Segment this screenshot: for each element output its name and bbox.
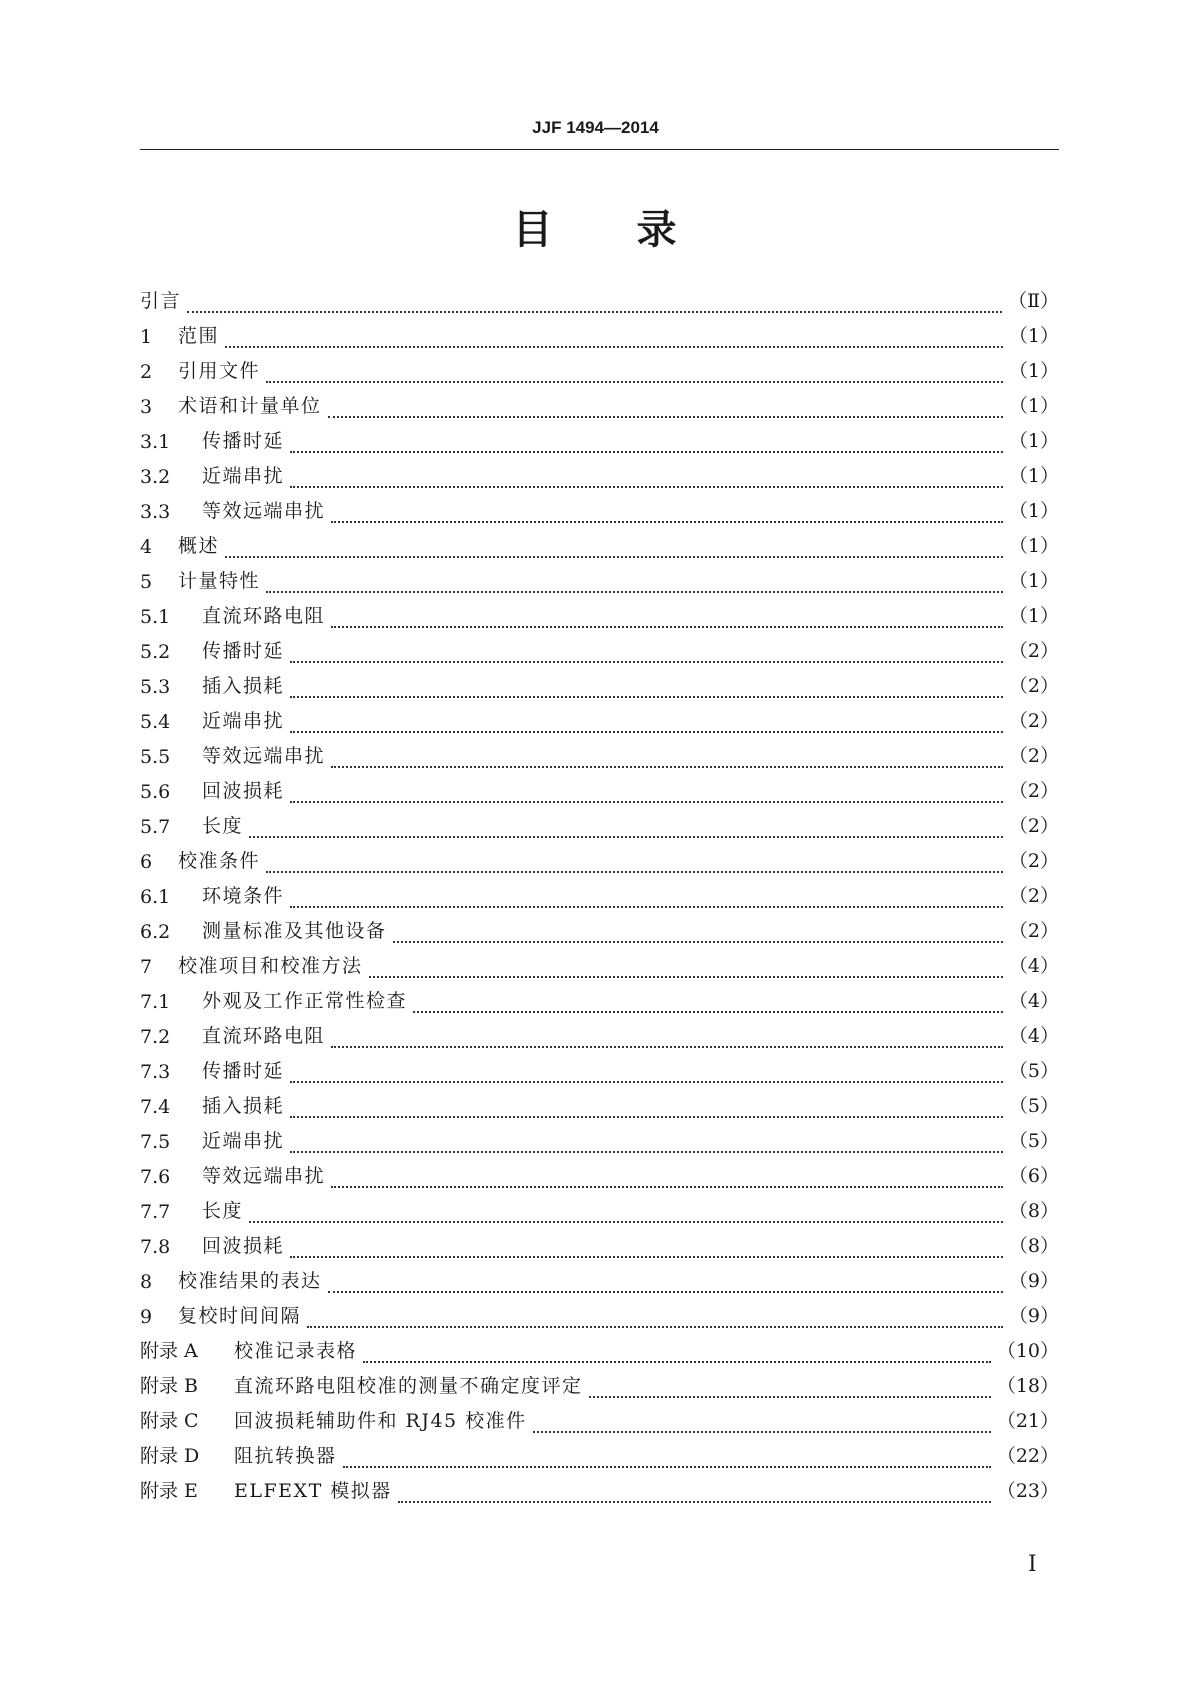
dot-leader: [533, 1424, 991, 1433]
toc-entry[interactable]: [140, 943, 1059, 978]
toc-entry-label: 等效远端串扰: [202, 745, 326, 767]
toc-entry-page: （1）: [1008, 500, 1059, 522]
dot-leader: [266, 584, 1003, 593]
toc-entry-page: （6）: [1008, 1165, 1059, 1187]
toc-entry[interactable]: [140, 873, 1059, 908]
toc-entry-page: （21）: [996, 1410, 1059, 1432]
toc-entry-number: 7: [140, 956, 153, 978]
toc-entry-page: （22）: [996, 1445, 1059, 1467]
toc-entry-page: （2）: [1008, 675, 1059, 697]
dot-leader: [225, 549, 1003, 558]
toc-entry[interactable]: [140, 1153, 1059, 1188]
toc-entry-label: 阻抗转换器: [234, 1445, 337, 1467]
toc-entry-number: 附录 E: [140, 1480, 198, 1502]
page-number: I: [1028, 1552, 1037, 1577]
toc-entry[interactable]: [140, 1013, 1059, 1048]
toc-entry-label: 等效远端串扰: [202, 1165, 326, 1187]
toc-entry-number: 7.2: [140, 1026, 171, 1048]
toc-entry-page: （4）: [1008, 1025, 1059, 1047]
toc-entry[interactable]: [140, 1083, 1059, 1118]
dot-leader: [249, 1214, 1003, 1223]
dot-leader: [331, 619, 1003, 628]
toc-entry-label: 引用文件: [178, 360, 261, 382]
toc-entry-label: 直流环路电阻: [202, 605, 326, 627]
toc-entry-page: （8）: [1008, 1235, 1059, 1257]
toc-entry-number: 7.4: [140, 1096, 171, 1118]
toc-entry[interactable]: [140, 348, 1059, 383]
toc-entry-page: （2）: [1008, 745, 1059, 767]
toc-entry[interactable]: [140, 1188, 1059, 1223]
toc-entry-page: （1）: [1008, 325, 1059, 347]
toc-entry-number: 附录 A: [140, 1340, 198, 1362]
toc-entry-label: 范围: [178, 325, 220, 347]
toc-entry-number: 5.1: [140, 606, 171, 628]
toc-entry-label: 直流环路电阻校准的测量不确定度评定: [234, 1375, 583, 1397]
toc-entry-number: 5.6: [140, 781, 171, 803]
toc-entry[interactable]: [140, 1118, 1059, 1153]
toc-entry[interactable]: [140, 838, 1059, 873]
toc-entry[interactable]: [140, 803, 1059, 838]
toc-entry-number: 7.7: [140, 1201, 171, 1223]
toc-entry-label: 等效远端串扰: [202, 500, 326, 522]
dot-leader: [413, 1004, 1003, 1013]
toc-entry-label: 校准记录表格: [234, 1340, 358, 1362]
toc-entry[interactable]: [140, 1258, 1059, 1293]
toc-entry-number: 附录 C: [140, 1410, 199, 1432]
dot-leader: [187, 304, 1002, 313]
toc-entry-number: 5.5: [140, 746, 171, 768]
toc-entry-number: 4: [140, 536, 153, 558]
toc-entry[interactable]: [140, 278, 1059, 313]
title-char-1: 目: [512, 207, 555, 253]
toc-entry-label: 引言: [140, 290, 182, 312]
toc-entry-label: 外观及工作正常性检查: [202, 990, 408, 1012]
toc-entry-label: 回波损耗辅助件和 RJ45 校准件: [234, 1410, 527, 1432]
dot-leader: [225, 339, 1003, 348]
toc-entry-page: （18）: [996, 1375, 1059, 1397]
toc-entry-label: 长度: [202, 1200, 244, 1222]
toc-entry-number: 5.3: [140, 676, 171, 698]
toc-entry-number: 附录 B: [140, 1375, 199, 1397]
dot-leader: [307, 1319, 1003, 1328]
dot-leader: [249, 829, 1003, 838]
toc-entry-label: 环境条件: [202, 885, 285, 907]
toc-entry-page: （23）: [996, 1480, 1059, 1502]
toc-entry-number: 6.2: [140, 921, 171, 943]
toc-entry-label: 传播时延: [202, 640, 285, 662]
toc-entry-number: 7.5: [140, 1131, 171, 1153]
toc-entry-number: 7.3: [140, 1061, 171, 1083]
toc-entry-page: （2）: [1008, 780, 1059, 802]
document-code-header: JJF 1494—2014: [532, 118, 659, 137]
header-rule: [140, 149, 1059, 150]
toc-entry[interactable]: [140, 908, 1059, 943]
toc-entry-number: 3: [140, 396, 153, 418]
toc-entry-label: 近端串扰: [202, 710, 285, 732]
toc-entry[interactable]: [140, 698, 1059, 733]
toc-entry-label: 回波损耗: [202, 780, 285, 802]
toc-entry-page: （2）: [1008, 815, 1059, 837]
toc-entry-label: 计量特性: [178, 570, 261, 592]
toc-entry[interactable]: [140, 733, 1059, 768]
toc-entry-number: 5.4: [140, 711, 171, 733]
dot-leader: [398, 1494, 991, 1503]
dot-leader: [290, 724, 1003, 733]
toc-entry-page: （9）: [1008, 1270, 1059, 1292]
toc-entry-page: （1）: [1008, 360, 1059, 382]
toc-entry-number: 8: [140, 1271, 153, 1293]
toc-entry-number: 7.6: [140, 1166, 171, 1188]
toc-entry-label: 长度: [202, 815, 244, 837]
toc-entry-label: 插入损耗: [202, 675, 285, 697]
toc-entry-label: 回波损耗: [202, 1235, 285, 1257]
dot-leader: [331, 1179, 1003, 1188]
toc-entry-label: 近端串扰: [202, 1130, 285, 1152]
toc-entry-page: （2）: [1008, 640, 1059, 662]
toc-entry-page: （5）: [1008, 1130, 1059, 1152]
dot-leader: [290, 1074, 1003, 1083]
dot-leader: [266, 374, 1003, 383]
dot-leader: [328, 409, 1003, 418]
toc-entry-label: 校准条件: [178, 850, 261, 872]
toc-entry-page: （2）: [1008, 710, 1059, 732]
toc-entry[interactable]: [140, 768, 1059, 803]
table-of-contents: [140, 278, 1059, 1503]
toc-entry-label: 传播时延: [202, 430, 285, 452]
toc-entry-page: （10）: [996, 1340, 1059, 1362]
toc-entry[interactable]: [140, 1048, 1059, 1083]
dot-leader: [290, 654, 1003, 663]
toc-entry-number: 9: [140, 1306, 153, 1328]
toc-entry[interactable]: [140, 1223, 1059, 1258]
toc-entry-page: （1）: [1008, 535, 1059, 557]
toc-entry[interactable]: [140, 1328, 1059, 1363]
dot-leader: [266, 864, 1003, 873]
toc-entry[interactable]: [140, 418, 1059, 453]
dot-leader: [589, 1389, 991, 1398]
toc-entry-label: ELFEXT 模拟器: [234, 1480, 392, 1502]
toc-entry-page: （2）: [1008, 850, 1059, 872]
toc-entry-page: （8）: [1008, 1200, 1059, 1222]
dot-leader: [290, 1144, 1003, 1153]
toc-entry[interactable]: [140, 978, 1059, 1013]
toc-entry-page: （1）: [1008, 465, 1059, 487]
toc-entry[interactable]: [140, 663, 1059, 698]
toc-entry[interactable]: [140, 593, 1059, 628]
title-char-2: 录: [636, 207, 679, 253]
toc-entry-number: 5: [140, 571, 153, 593]
toc-entry-page: （5）: [1008, 1060, 1059, 1082]
dot-leader: [290, 1109, 1003, 1118]
toc-entry-number: 2: [140, 361, 153, 383]
toc-entry-page: （5）: [1008, 1095, 1059, 1117]
toc-entry-page: （1）: [1008, 395, 1059, 417]
toc-entry-label: 传播时延: [202, 1060, 285, 1082]
toc-entry-page: （9）: [1008, 1305, 1059, 1327]
toc-entry[interactable]: [140, 558, 1059, 593]
toc-entry-label: 术语和计量单位: [178, 395, 322, 417]
toc-entry-label: 直流环路电阻: [202, 1025, 326, 1047]
toc-entry-number: 附录 D: [140, 1445, 200, 1467]
dot-leader: [290, 899, 1003, 908]
dot-leader: [290, 1249, 1003, 1258]
dot-leader: [290, 444, 1003, 453]
toc-entry-number: 3.1: [140, 431, 171, 453]
toc-entry[interactable]: [140, 523, 1059, 558]
dot-leader: [328, 1284, 1003, 1293]
toc-entry-label: 概述: [178, 535, 220, 557]
toc-entry-number: 7.8: [140, 1236, 171, 1258]
dot-leader: [343, 1459, 991, 1468]
page-title: [0, 198, 1191, 255]
toc-entry-number: 5.2: [140, 641, 171, 663]
dot-leader: [331, 514, 1003, 523]
toc-entry[interactable]: [140, 1468, 1059, 1503]
dot-leader: [290, 689, 1003, 698]
toc-entry-page: （2）: [1008, 885, 1059, 907]
toc-entry[interactable]: [140, 628, 1059, 663]
toc-entry-label: 校准项目和校准方法: [178, 955, 363, 977]
dot-leader: [290, 794, 1003, 803]
toc-entry-page: （Ⅱ）: [1008, 290, 1059, 312]
toc-entry[interactable]: [140, 1293, 1059, 1328]
toc-entry-number: 6.1: [140, 886, 171, 908]
toc-entry[interactable]: [140, 488, 1059, 523]
dot-leader: [331, 1039, 1003, 1048]
toc-entry-number: 3.3: [140, 501, 171, 523]
toc-entry[interactable]: [140, 383, 1059, 418]
dot-leader: [290, 479, 1003, 488]
toc-entry[interactable]: [140, 1398, 1059, 1433]
toc-entry-number: 6: [140, 851, 153, 873]
toc-entry-page: （2）: [1008, 920, 1059, 942]
toc-entry-number: 3.2: [140, 466, 171, 488]
toc-entry[interactable]: [140, 453, 1059, 488]
dot-leader: [369, 969, 1003, 978]
toc-entry-label: 复校时间间隔: [178, 1305, 302, 1327]
toc-entry-page: （1）: [1008, 605, 1059, 627]
dot-leader: [363, 1354, 991, 1363]
toc-entry[interactable]: [140, 1433, 1059, 1468]
toc-entry-label: 近端串扰: [202, 465, 285, 487]
dot-leader: [331, 759, 1003, 768]
dot-leader: [393, 934, 1003, 943]
toc-entry-label: 测量标准及其他设备: [202, 920, 387, 942]
toc-entry-label: 校准结果的表达: [178, 1270, 322, 1292]
toc-entry-page: （1）: [1008, 430, 1059, 452]
toc-entry-page: （4）: [1008, 990, 1059, 1012]
toc-entry-number: 5.7: [140, 816, 171, 838]
toc-entry-page: （1）: [1008, 570, 1059, 592]
toc-entry[interactable]: [140, 313, 1059, 348]
toc-entry-label: 插入损耗: [202, 1095, 285, 1117]
toc-entry-number: 7.1: [140, 991, 171, 1013]
toc-entry-page: （4）: [1008, 955, 1059, 977]
toc-entry-number: 1: [140, 326, 153, 348]
toc-entry[interactable]: [140, 1363, 1059, 1398]
